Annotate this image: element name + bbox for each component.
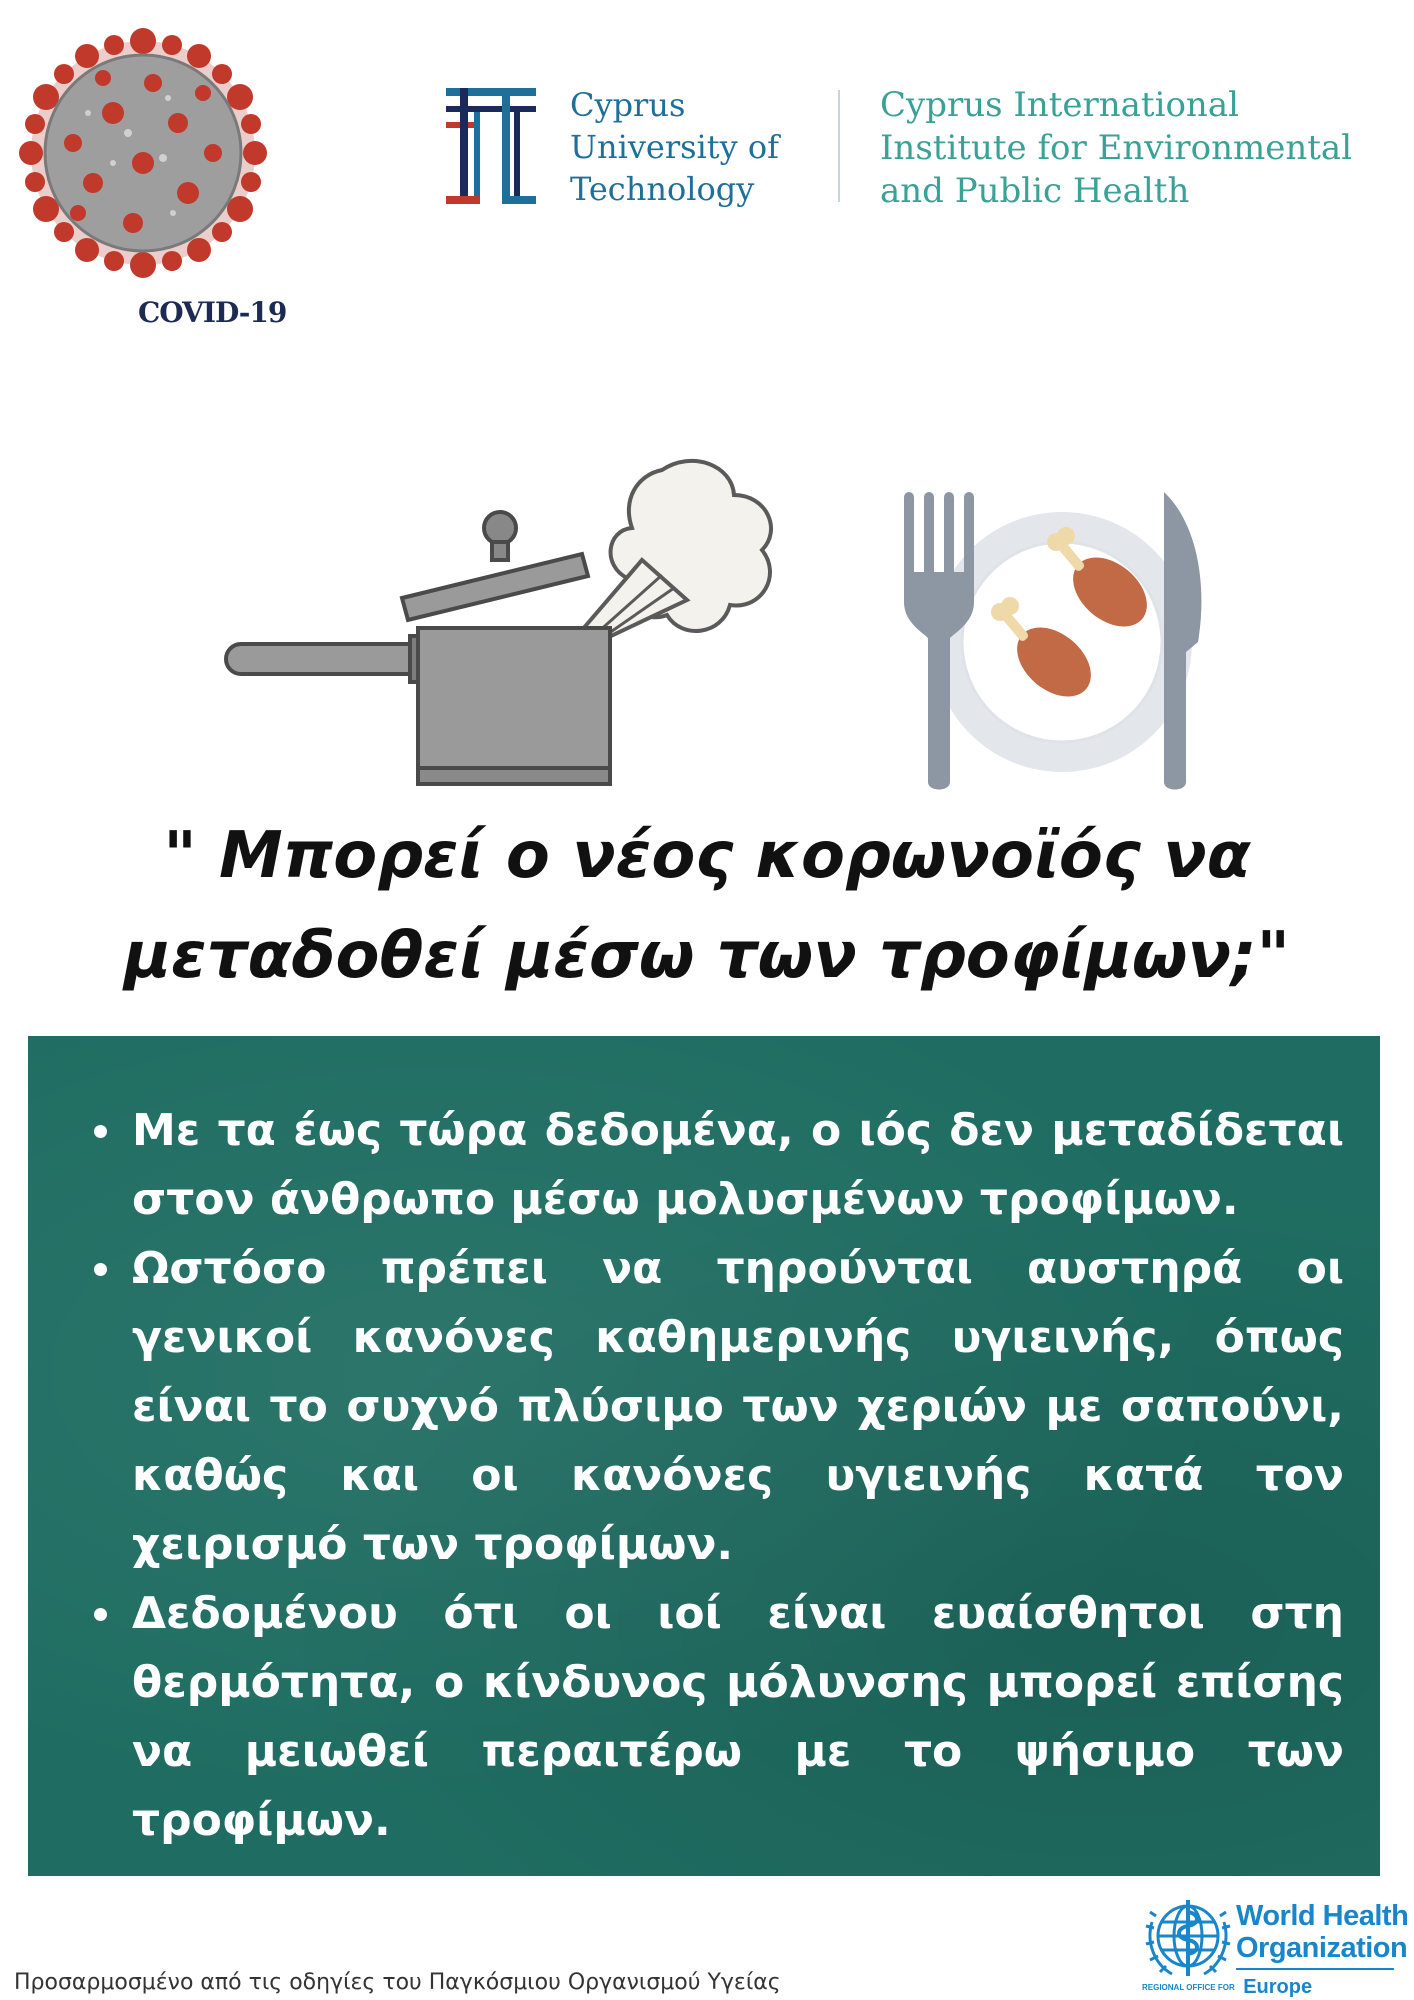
pot-steam-icon xyxy=(222,450,802,790)
list-item: Με τα έως τώρα δεδομένα, ο ιός δεν μεταδίδεται στον άνθρωπο μέσω μολυσμένων τροφίμων. xyxy=(132,1096,1344,1234)
who-emblem-icon xyxy=(1142,1892,1234,1984)
page-title: " Μπορεί ο νέος κορωνοϊός να μεταδοθεί μέσω των τροφίμων;" xyxy=(124,819,1290,993)
list-item: Δεδομένου ότι οι ιοί είναι ευαίσθητοι στη θερμότητα, ο κίνδυνος μόλυνσης μπορεί επίσης να μειωθεί περαιτέρω με το ψήσιμο των τροφίμων. xyxy=(132,1579,1344,1855)
who-region-small: REGIONAL OFFICE FOR xyxy=(1142,1983,1235,1992)
bullet-list xyxy=(28,1036,1380,1855)
cut-name: Cyprus University of Technology xyxy=(570,86,779,208)
who-region xyxy=(1142,1976,1402,1999)
coronavirus-icon xyxy=(8,18,278,288)
list-item: Ωστόσο πρέπει να τηρούνται αυστηρά οι γενικοί κανόνες καθημερινής υγιεινής, όπως είναι το συχνό πλύσιμο των χεριών με σαπούνι, καθώς και οι κανόνες υγιεινής κατά τον χειρισμό των τροφίμων. xyxy=(132,1234,1344,1579)
info-panel xyxy=(28,1036,1380,1876)
ciiph-name: Cyprus International Institute for Environmental and Public Health xyxy=(880,85,1353,211)
source-note: Προσαρμοσμένο από τις οδηγίες του Παγκόσμιου Οργανισμού Υγείας xyxy=(14,1970,781,1995)
who-name: World Health Organization xyxy=(1236,1900,1409,1964)
who-divider xyxy=(1236,1968,1394,1970)
plate-fork-knife-icon xyxy=(896,492,1216,792)
cut-logo-icon xyxy=(446,88,536,204)
header-divider xyxy=(838,90,840,202)
who-region-big: Europe xyxy=(1243,1976,1313,1998)
covid-label: COVID-19 xyxy=(138,296,287,329)
